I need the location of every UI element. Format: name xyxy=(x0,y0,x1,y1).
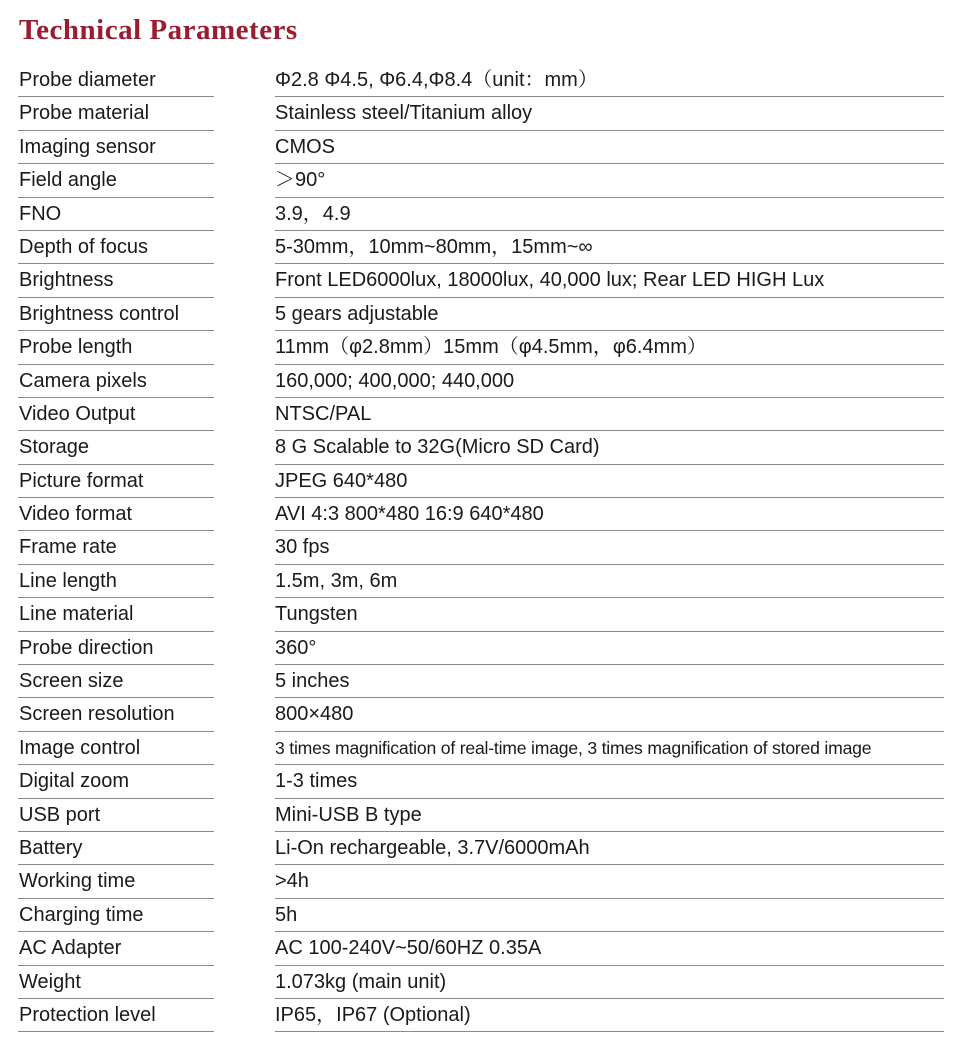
param-label: Video format xyxy=(19,503,133,526)
param-label: Video Output xyxy=(19,402,136,425)
param-value: 1.073kg (main unit) xyxy=(275,970,447,993)
param-value: 800×480 xyxy=(275,703,354,726)
param-label: Screen resolution xyxy=(19,703,175,726)
param-value: 3 times magnification of real-time image, 3 times magnification of stored image xyxy=(275,737,872,758)
table-row xyxy=(18,331,944,364)
param-value: Li-On rechargeable, 3.7V/6000mAh xyxy=(275,836,590,859)
param-label: Probe material xyxy=(19,102,150,125)
param-label: Protection level xyxy=(19,1003,156,1026)
table-row xyxy=(18,131,944,164)
table-row xyxy=(18,665,944,698)
param-label: FNO xyxy=(19,202,62,225)
param-value: Tungsten xyxy=(275,603,358,626)
table-row xyxy=(18,64,944,97)
table-row xyxy=(18,298,944,331)
table-row xyxy=(18,465,944,498)
table-row xyxy=(18,765,944,798)
param-value: 160,000; 400,000; 440,000 xyxy=(275,369,515,392)
param-label: Brightness control xyxy=(19,302,180,325)
param-value: AVI 4:3 800*480 16:9 640*480 xyxy=(275,503,544,526)
param-value: 30 fps xyxy=(275,536,330,559)
table-row xyxy=(18,198,944,231)
table-row xyxy=(18,732,944,765)
table-row xyxy=(18,97,944,130)
param-value: NTSC/PAL xyxy=(275,402,372,425)
table-row xyxy=(18,365,944,398)
param-label: Digital zoom xyxy=(19,770,130,793)
table-row xyxy=(18,431,944,464)
param-value: 1.5m, 3m, 6m xyxy=(275,569,398,592)
table-row xyxy=(18,598,944,631)
param-label: Line length xyxy=(19,569,117,592)
table-row xyxy=(18,498,944,531)
param-label: AC Adapter xyxy=(19,937,122,960)
param-value: 3.9，4.9 xyxy=(275,202,351,225)
param-value: IP65，IP67 (Optional) xyxy=(275,1003,471,1026)
param-value: ＞90° xyxy=(275,169,326,192)
table-row xyxy=(18,932,944,965)
row-divider-right xyxy=(275,1031,944,1032)
table-row xyxy=(18,865,944,898)
param-value: 360° xyxy=(275,636,317,659)
param-value: 5h xyxy=(275,903,298,926)
table-row xyxy=(18,632,944,665)
table-row xyxy=(18,164,944,197)
param-label: Probe length xyxy=(19,336,133,359)
param-value: >4h xyxy=(275,870,309,893)
param-value: JPEG 640*480 xyxy=(275,469,408,492)
param-label: Camera pixels xyxy=(19,369,147,392)
param-label: Charging time xyxy=(19,903,144,926)
param-label: USB port xyxy=(19,803,101,826)
row-divider-left xyxy=(18,1031,214,1032)
param-label: Weight xyxy=(19,970,81,993)
param-label: Imaging sensor xyxy=(19,135,156,158)
table-row xyxy=(18,531,944,564)
param-label: Working time xyxy=(19,870,136,893)
table-row xyxy=(18,264,944,297)
table-row xyxy=(18,966,944,999)
param-label: Picture format xyxy=(19,469,144,492)
param-label: Probe diameter xyxy=(19,69,156,91)
table-row xyxy=(18,698,944,731)
param-value: 5-30mm，10mm~80mm，15mm~∞ xyxy=(275,235,593,258)
table-row xyxy=(18,231,944,264)
param-label: Image control xyxy=(19,736,141,759)
param-label: Battery xyxy=(19,836,83,859)
table-row xyxy=(18,999,944,1032)
param-value: AC 100-240V~50/60HZ 0.35A xyxy=(275,937,542,960)
param-value: Φ2.8 Φ4.5, Φ6.4,Φ8.4（unit：mm） xyxy=(275,69,598,91)
param-label: Brightness xyxy=(19,269,114,292)
param-value: Mini-USB B type xyxy=(275,803,422,826)
param-value: 8 G Scalable to 32G(Micro SD Card) xyxy=(275,436,600,459)
param-label: Depth of focus xyxy=(19,235,148,258)
spec-table xyxy=(18,64,944,1032)
param-value: 5 inches xyxy=(275,670,350,693)
table-row xyxy=(18,398,944,431)
param-label: Frame rate xyxy=(19,536,117,559)
param-label: Line material xyxy=(19,603,134,626)
param-value: 5 gears adjustable xyxy=(275,302,439,325)
table-row xyxy=(18,799,944,832)
param-label: Screen size xyxy=(19,670,124,693)
param-label: Storage xyxy=(19,436,90,459)
table-row xyxy=(18,565,944,598)
table-row xyxy=(18,832,944,865)
param-value: 1-3 times xyxy=(275,770,358,793)
param-value: CMOS xyxy=(275,135,335,158)
param-value: Front LED6000lux, 18000lux, 40,000 lux; Rear LED HIGH Lux xyxy=(275,269,825,292)
param-value: Stainless steel/Titanium alloy xyxy=(275,102,533,125)
param-label: Field angle xyxy=(19,169,117,192)
page-title: Technical Parameters xyxy=(19,14,298,46)
param-label: Probe direction xyxy=(19,636,154,659)
table-row xyxy=(18,899,944,932)
param-value: 11mm（φ2.8mm）15mm（φ4.5mm，φ6.4mm） xyxy=(275,336,707,359)
